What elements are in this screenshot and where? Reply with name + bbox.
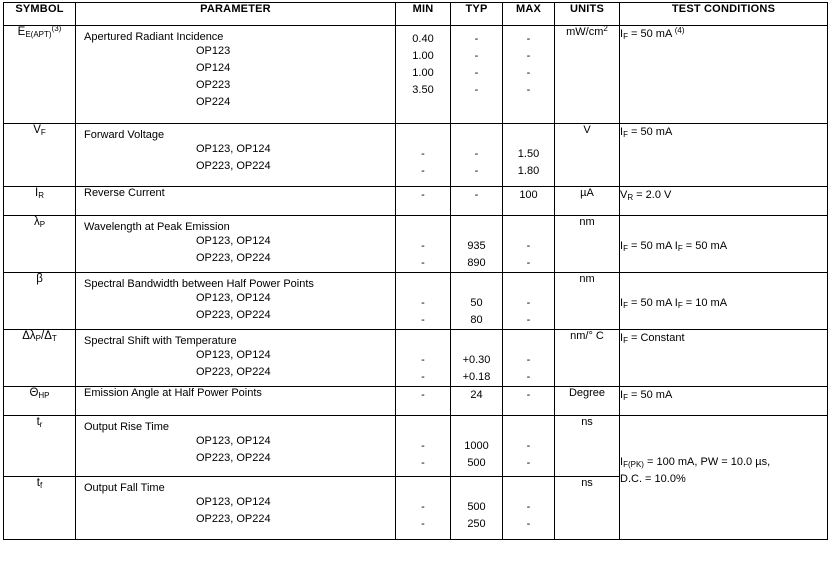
test-condition: $I_F = 50$ mA (674, 240, 728, 253)
row-max-cell (503, 477, 555, 540)
units-value: nm (579, 216, 595, 228)
typ-value: 50 (470, 297, 483, 309)
parameter-title: Apertured Radiant Incidence (84, 31, 224, 43)
row-test-conditions-cell (620, 26, 828, 124)
row-typ-cell (451, 416, 503, 477)
table-row (4, 26, 828, 124)
row-typ-cell (451, 216, 503, 273)
units-value: $mW/cm^2$ (566, 24, 608, 38)
row-test-conditions-cell (620, 187, 828, 216)
row-min-cell (396, 477, 451, 540)
typ-value: - (474, 189, 479, 201)
max-value: 100 (519, 189, 538, 201)
row-typ-cell (451, 330, 503, 387)
parameter-title: Output Fall Time (84, 482, 165, 494)
typ-value: 1000 (464, 440, 489, 452)
table-row (4, 124, 828, 187)
row-units-cell (555, 273, 620, 330)
symbol-vf: $V_F$ (33, 124, 46, 137)
max-value: - (526, 50, 531, 62)
typ-value: - (474, 84, 479, 96)
max-value: - (526, 440, 531, 452)
max-value: - (526, 297, 531, 309)
typ-value: 24 (470, 389, 483, 401)
units-value: nm (579, 273, 595, 285)
typ-value: - (474, 67, 479, 79)
header-units: UNITS (555, 3, 620, 26)
row-max-cell (503, 387, 555, 416)
table-body (4, 26, 828, 540)
row-parameter-cell (76, 124, 396, 187)
row-max-cell (503, 26, 555, 124)
typ-value: - (474, 33, 479, 45)
min-value: 1.00 (412, 67, 434, 79)
units-value: Degree (568, 387, 606, 399)
parameter-title: Wavelength at Peak Emission (84, 221, 230, 233)
row-symbol-cell (4, 387, 76, 416)
row-min-cell (396, 124, 451, 187)
parameter-subitem: OP224 (196, 96, 231, 108)
symbol-tr: $t_r$ (36, 416, 43, 429)
row-units-cell (555, 216, 620, 273)
header-typ: TYP (451, 3, 503, 26)
typ-value: - (474, 165, 479, 177)
row-min-cell (396, 187, 451, 216)
parameter-subitem: OP223, OP224 (196, 309, 271, 321)
row-typ-cell (451, 124, 503, 187)
row-min-cell (396, 216, 451, 273)
min-value: - (421, 518, 425, 530)
header-parameter: PARAMETER (76, 3, 396, 26)
parameter-title: Emission Angle at Half Power Points (84, 387, 262, 399)
units-value: ns (581, 416, 593, 428)
pulse-condition-line1: $I_{F(PK)} = 100$ mA, PW = 10.0 µs, (620, 456, 771, 469)
symbol-delta-lambda-p-delta-t: $\Delta\lambda_P/\Delta_T$ (22, 330, 57, 343)
max-value: - (526, 518, 531, 530)
row-parameter-cell (76, 387, 396, 416)
typ-value: 250 (467, 518, 486, 530)
row-min-cell (396, 273, 451, 330)
parameter-subitem: OP223, OP224 (196, 366, 271, 378)
row-units-cell (555, 124, 620, 187)
parameter-title: Spectral Shift with Temperature (84, 335, 237, 347)
parameter-subitem: OP123, OP124 (196, 496, 271, 508)
row-units-cell (555, 477, 620, 540)
min-value: - (421, 440, 425, 452)
test-condition: $I_F = 50$ mA $^{(4)}$ (620, 26, 685, 41)
row-test-conditions-cell (620, 330, 828, 387)
row-test-conditions-cell (620, 216, 828, 273)
min-value: - (421, 457, 425, 469)
row-symbol-cell (4, 273, 76, 330)
typ-value: +0.18 (462, 371, 491, 383)
row-symbol-cell (4, 124, 76, 187)
row-test-conditions-cell (620, 387, 828, 416)
typ-value: 500 (467, 457, 486, 469)
units-value: V (583, 124, 591, 136)
header-max: MAX (503, 3, 555, 26)
typ-value: 935 (467, 240, 486, 252)
row-max-cell (503, 216, 555, 273)
parameter-subitem: OP123, OP124 (196, 349, 271, 361)
parameter-subitem: OP123, OP124 (196, 143, 271, 155)
symbol-tf: $t_f$ (36, 477, 43, 490)
parameter-subitem: OP223, OP224 (196, 160, 271, 172)
row-parameter-cell (76, 187, 396, 216)
table-row (4, 416, 828, 477)
row-symbol-cell (4, 477, 76, 540)
parameter-subitem: OP124 (196, 62, 231, 74)
parameter-subitem: OP223, OP224 (196, 513, 271, 525)
row-test-conditions-cell (620, 124, 828, 187)
max-value: - (526, 257, 531, 269)
pulse-condition-line2: D.C. = 10.0% (620, 473, 686, 485)
table-header-row (4, 3, 828, 26)
parameter-subitem: OP123, OP124 (196, 435, 271, 447)
table-row (4, 273, 828, 330)
parameter-subitem: OP123, OP124 (196, 235, 271, 247)
typ-value: +0.30 (462, 354, 491, 366)
min-value: - (421, 354, 425, 366)
electro-optical-characteristics-table (3, 2, 828, 540)
units-value: nm/° C (570, 330, 604, 342)
pulse-test-conditions-cell (620, 416, 828, 540)
max-value: - (526, 389, 531, 401)
max-value: - (526, 354, 531, 366)
parameter-title: Spectral Bandwidth between Half Power Points (84, 278, 314, 290)
symbol-theta-hp: $\Theta_{HP}$ (29, 387, 50, 400)
max-value: - (526, 371, 531, 383)
parameter-subitem: OP123 (196, 45, 231, 57)
min-value: 1.00 (412, 50, 434, 62)
max-value: - (526, 314, 531, 326)
max-value: 1.50 (517, 148, 540, 160)
table-row (4, 187, 828, 216)
max-value: - (526, 33, 531, 45)
typ-value: - (474, 148, 479, 160)
max-value: 1.80 (517, 165, 540, 177)
table-row (4, 216, 828, 273)
symbol-beta: β (36, 273, 43, 285)
test-condition: $I_F = 50$ mA (620, 126, 673, 139)
row-units-cell (555, 187, 620, 216)
parameter-subitem: OP223, OP224 (196, 252, 271, 264)
row-min-cell (396, 387, 451, 416)
row-test-conditions-cell (620, 273, 828, 330)
row-symbol-cell (4, 216, 76, 273)
min-value: 0.40 (412, 33, 434, 45)
test-condition: $I_F = 10$ mA (674, 297, 728, 310)
row-symbol-cell (4, 26, 76, 124)
row-parameter-cell (76, 416, 396, 477)
row-symbol-cell (4, 416, 76, 477)
test-condition: $I_F = 50$ mA (620, 389, 673, 402)
parameter-subitem: OP123, OP124 (196, 292, 271, 304)
parameter-subitem: OP223 (196, 79, 231, 91)
row-max-cell (503, 416, 555, 477)
row-typ-cell (451, 273, 503, 330)
min-value: - (421, 314, 425, 326)
min-value: - (421, 501, 425, 513)
row-parameter-cell (76, 273, 396, 330)
min-value: - (421, 389, 425, 401)
units-value: ns (581, 477, 593, 489)
row-max-cell (503, 330, 555, 387)
row-max-cell (503, 124, 555, 187)
max-value: - (526, 240, 531, 252)
row-max-cell (503, 273, 555, 330)
min-value: 3.50 (412, 84, 434, 96)
row-units-cell (555, 26, 620, 124)
min-value: - (421, 297, 425, 309)
parameter-title: Reverse Current (84, 187, 165, 199)
row-min-cell (396, 26, 451, 124)
symbol-ee-apt: $E_{E(APT)}^{(3)}$ (17, 24, 62, 39)
table-header (4, 3, 828, 26)
row-symbol-cell (4, 330, 76, 387)
max-value: - (526, 84, 531, 96)
max-value: - (526, 457, 531, 469)
typ-value: 890 (467, 257, 486, 269)
row-parameter-cell (76, 26, 396, 124)
table-row (4, 330, 828, 387)
typ-value: 80 (470, 314, 483, 326)
header-symbol: SYMBOL (4, 3, 76, 26)
min-value: - (421, 257, 425, 269)
row-units-cell (555, 330, 620, 387)
row-parameter-cell (76, 330, 396, 387)
header-test-conditions: TEST CONDITIONS (620, 3, 828, 26)
min-value: - (421, 189, 425, 201)
table-row (4, 387, 828, 416)
row-max-cell (503, 187, 555, 216)
symbol-ir: $I_R$ (35, 187, 44, 200)
units-value: µA (580, 187, 594, 199)
min-value: - (421, 148, 425, 160)
max-value: - (526, 501, 531, 513)
typ-value: - (474, 50, 479, 62)
row-min-cell (396, 330, 451, 387)
header-min: MIN (396, 3, 451, 26)
max-value: - (526, 67, 531, 79)
parameter-subitem: OP223, OP224 (196, 452, 271, 464)
test-condition: $V_R = 2.0$ V (620, 189, 672, 202)
row-typ-cell (451, 477, 503, 540)
test-condition: $I_F = 50$ mA (620, 297, 672, 310)
row-symbol-cell (4, 187, 76, 216)
symbol-lambda-p: $\lambda_P$ (33, 216, 46, 229)
row-parameter-cell (76, 477, 396, 540)
typ-value: 500 (467, 501, 486, 513)
test-condition: $I_F$ = Constant (620, 332, 685, 345)
row-parameter-cell (76, 216, 396, 273)
row-typ-cell (451, 26, 503, 124)
row-typ-cell (451, 387, 503, 416)
parameter-title: Forward Voltage (84, 129, 165, 141)
min-value: - (421, 240, 425, 252)
row-typ-cell (451, 187, 503, 216)
row-min-cell (396, 416, 451, 477)
test-condition: $I_F = 50$ mA (620, 240, 672, 253)
min-value: - (421, 371, 425, 383)
parameter-title: Output Rise Time (84, 421, 169, 433)
min-value: - (421, 165, 425, 177)
